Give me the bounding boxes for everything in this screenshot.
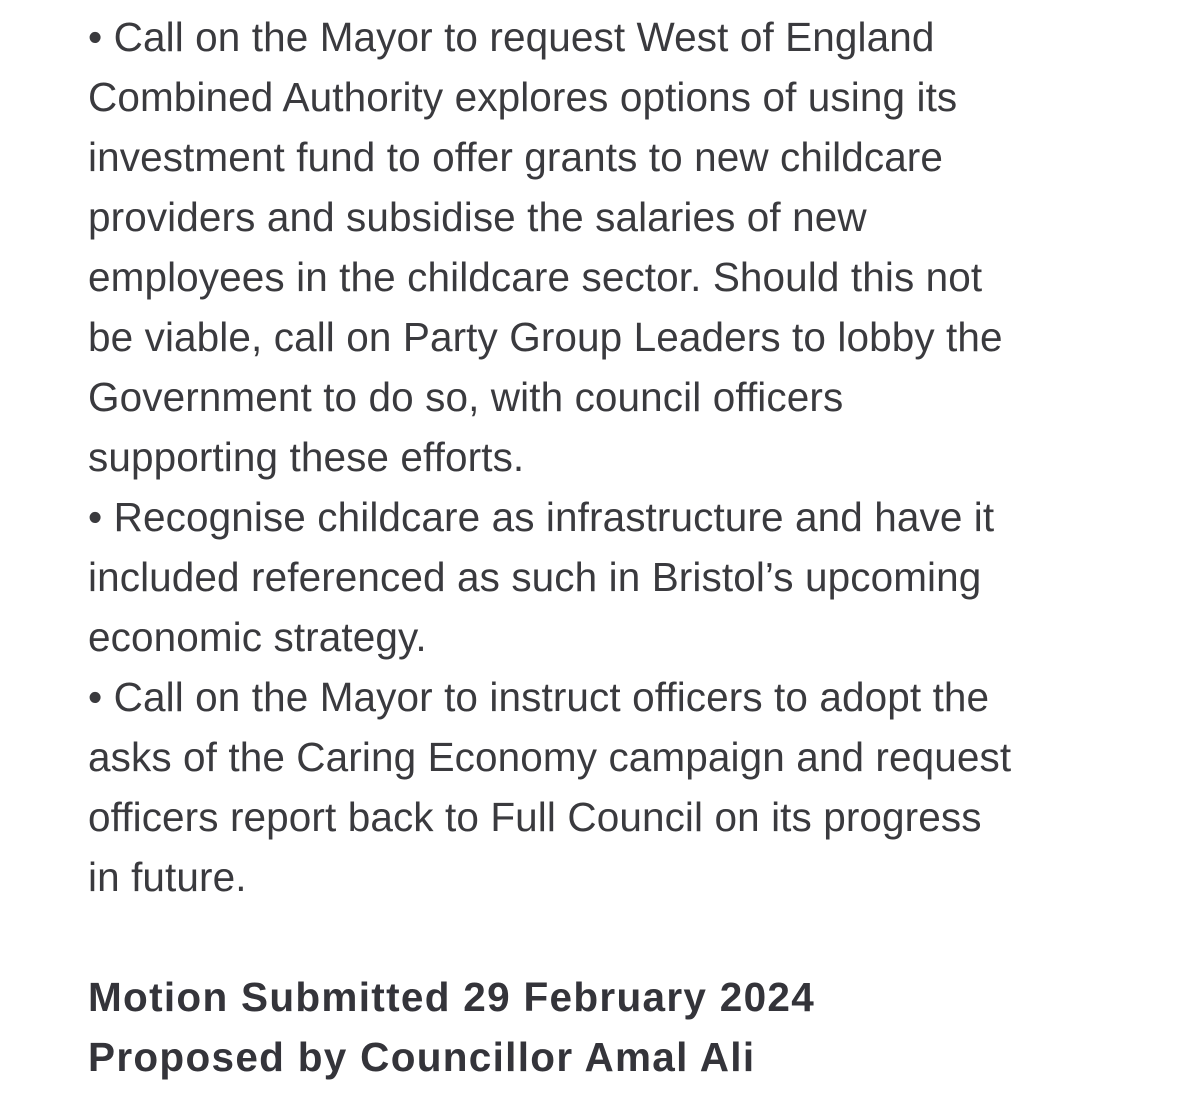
bullet-3-line-1: • Call on the Mayor to instruct officers to adopt the: [88, 674, 990, 720]
bullet-1-line-8: supporting these efforts.: [88, 434, 525, 480]
bullet-1-line-6: be viable, call on Party Group Leaders to lobby the: [88, 314, 1003, 360]
bullet-1-line-1: • Call on the Mayor to request West of England: [88, 14, 935, 60]
bullet-1-line-7: Government to do so, with council officers: [88, 374, 844, 420]
bullet-1-line-4: providers and subsidise the salaries of new: [88, 194, 867, 240]
bullet-1-line-5: employees in the childcare sector. Should this not: [88, 254, 983, 300]
bullet-2-line-2: included referenced as such in Bristol’s upcoming: [88, 554, 982, 600]
bullet-3-line-4: in future.: [88, 854, 247, 900]
bullet-1-line-3: investment fund to offer grants to new childcare: [88, 134, 944, 180]
bullet-2-line-1: • Recognise childcare as infrastructure and have it: [88, 494, 995, 540]
bullet-2-line-3: economic strategy.: [88, 614, 427, 660]
bullet-3-line-3: officers report back to Full Council on its progress: [88, 794, 982, 840]
bullet-3-line-2: asks of the Caring Economy campaign and request: [88, 734, 1012, 780]
motion-submitted-date: Motion Submitted 29 February 2024: [88, 974, 816, 1020]
motion-proposer: Proposed by Councillor Amal Ali: [88, 1034, 756, 1080]
bullet-1-line-2: Combined Authority explores options of using its: [88, 74, 958, 120]
